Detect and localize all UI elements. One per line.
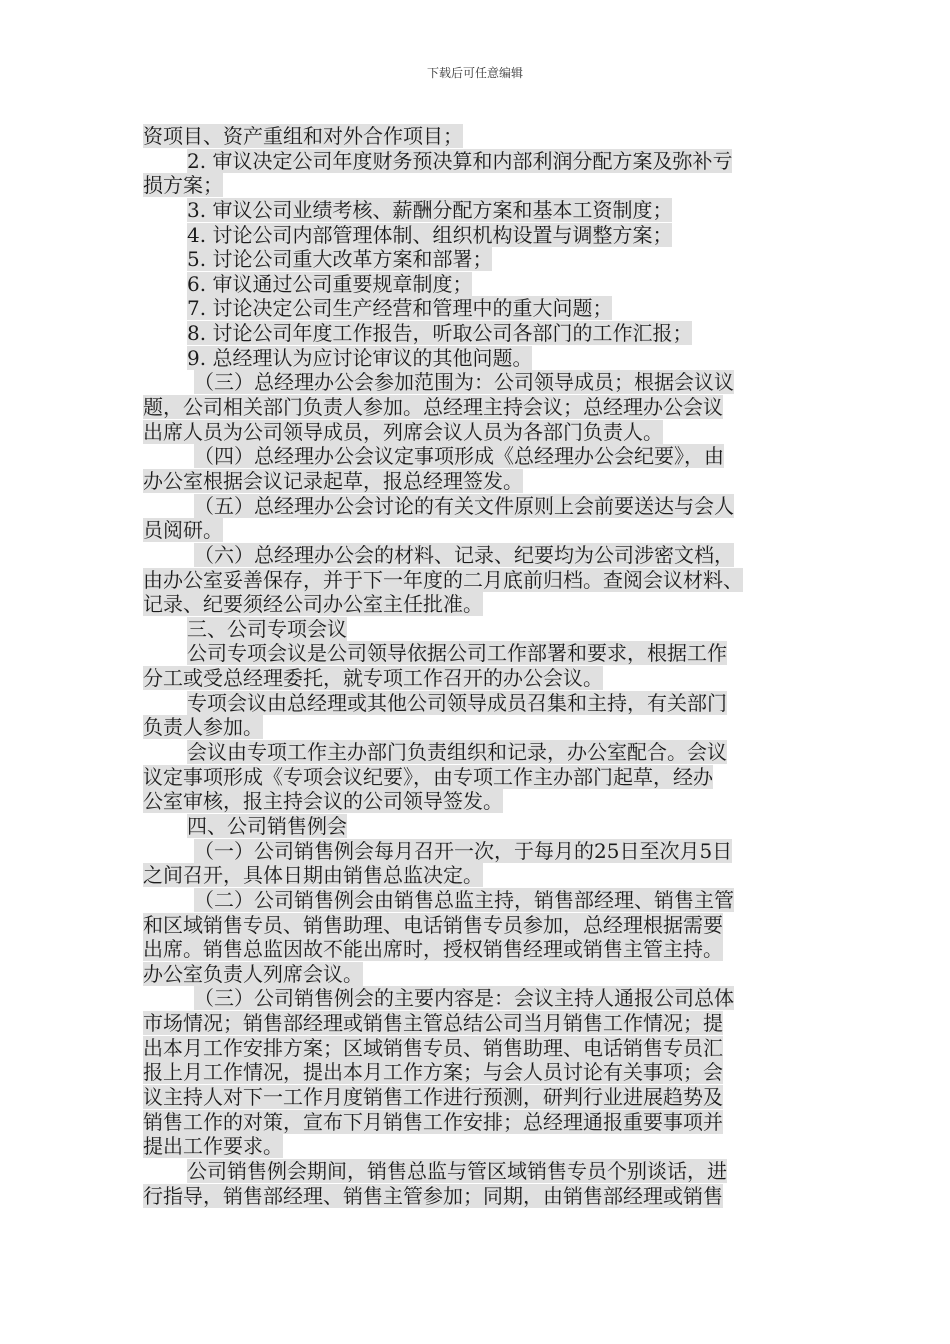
- text-line-content: 负责人参加。: [143, 715, 263, 740]
- text-line: [143, 321, 815, 346]
- text-line: [143, 1036, 815, 1061]
- text-line: [143, 518, 815, 543]
- text-line: [143, 272, 815, 297]
- text-line-content: 资项目、资产重组和对外合作项目；: [143, 124, 463, 148]
- text-line-content: 4. 讨论公司内部管理体制、组织机构设置与调整方案；: [187, 222, 673, 247]
- text-line: [143, 839, 815, 864]
- text-line-content: 议主持人对下一工作月度销售工作进行预测，研判行业进展趋势及: [143, 1084, 723, 1109]
- text-line: [143, 715, 815, 740]
- text-line-content: 和区域销售专员、销售助理、电话销售专员参加，总经理根据需要: [143, 912, 723, 937]
- text-line-content: 行指导，销售部经理、销售主管参加；同期，由销售部经理或销售: [143, 1183, 723, 1208]
- text-line-content: 记录、纪要须经公司办公室主任批准。: [143, 592, 483, 617]
- text-line-content: 题，公司相关部门负责人参加。总经理主持会议；总经理办公会议: [143, 395, 723, 420]
- text-line: [143, 789, 815, 814]
- text-line-content: 市场情况；销售部经理或销售主管总结公司当月销售工作情况；提: [143, 1011, 723, 1036]
- text-line-content: 提出工作要求。: [143, 1134, 283, 1159]
- text-line-content: 四、公司销售例会: [187, 813, 347, 838]
- text-line-content: 三、公司专项会议: [187, 616, 347, 641]
- text-line: [143, 986, 815, 1011]
- text-line-content: 销售工作的对策，宣布下月销售工作安排；总经理通报重要事项并: [143, 1109, 723, 1134]
- text-line-content: 2. 审议决定公司年度财务预决算和内部利润分配方案及弥补亏: [187, 148, 733, 173]
- text-line: [143, 1110, 815, 1135]
- text-line: [143, 444, 815, 469]
- text-line-content: 报上月工作情况，提出本月工作方案；与会人员讨论有关事项；会: [143, 1060, 723, 1085]
- text-line: [143, 1011, 815, 1036]
- text-line: [143, 814, 815, 839]
- text-line: [143, 1085, 815, 1110]
- text-line-content: （一）公司销售例会每月召开一次，于每月的25日至次月5日: [194, 838, 733, 863]
- text-line-content: 议定事项形成《专项会议纪要》，由专项工作主办部门起草，经办: [143, 764, 713, 789]
- text-line: [143, 888, 815, 913]
- text-line: [143, 1134, 815, 1159]
- text-line: [143, 173, 815, 198]
- text-line-content: 公室审核，报主持会议的公司领导签发。: [143, 789, 503, 814]
- text-line-content: 公司专项会议是公司领导依据公司工作部署和要求，根据工作: [187, 641, 727, 666]
- text-line-content: （四）总经理办公会议定事项形成《总经理办公会纪要》，由: [194, 444, 724, 469]
- text-line: [143, 198, 815, 223]
- text-line: [143, 370, 815, 395]
- text-line: [143, 641, 815, 666]
- text-line-content: 公司销售例会期间，销售总监与管区域销售专员个别谈话，进: [187, 1158, 727, 1183]
- text-line-content: 由办公室妥善保存，并于下一年度的二月底前归档。查阅会议材料、: [143, 567, 743, 592]
- text-line-content: 专项会议由总经理或其他公司领导成员召集和主持，有关部门: [187, 690, 727, 715]
- text-line: [143, 395, 815, 420]
- text-line: [143, 666, 815, 691]
- text-line: [143, 962, 815, 987]
- text-line-content: （五）总经理办公会讨论的有关文件原则上会前要送达与会人: [194, 493, 734, 518]
- text-line: [143, 592, 815, 617]
- text-line: [143, 543, 815, 568]
- text-line-content: 出席。销售总监因故不能出席时，授权销售经理或销售主管主持。: [143, 937, 723, 962]
- text-line-content: 损方案；: [143, 173, 223, 198]
- page-header: 下载后可任意编辑: [426, 66, 523, 80]
- text-line: [143, 247, 815, 272]
- text-line: [143, 469, 815, 494]
- text-line: [143, 149, 815, 174]
- text-line: [143, 913, 815, 938]
- text-line: [143, 740, 815, 765]
- text-line-content: （六）总经理办公会的材料、记录、纪要均为公司涉密文档，: [194, 542, 734, 567]
- text-line: [143, 863, 815, 888]
- text-line-content: 7. 讨论决定公司生产经营和管理中的重大问题；: [187, 296, 613, 321]
- text-line-content: （三）总经理办公会参加范围为：公司领导成员；根据会议议: [194, 370, 734, 395]
- text-line-content: 3. 审议公司业绩考核、薪酬分配方案和基本工资制度；: [187, 197, 673, 222]
- text-line-content: 办公室负责人列席会议。: [143, 961, 363, 986]
- text-line-content: 8. 讨论公司年度工作报告，听取公司各部门的工作汇报；: [187, 321, 693, 346]
- text-line: [143, 568, 815, 593]
- text-line: [143, 617, 815, 642]
- document-body: [143, 124, 815, 1208]
- text-line: [143, 420, 815, 445]
- text-line: [143, 124, 815, 149]
- text-line-content: 会议由专项工作主办部门负责组织和记录，办公室配合。会议: [187, 740, 727, 765]
- text-line-content: 出席人员为公司领导成员，列席会议人员为各部门负责人。: [143, 419, 663, 444]
- text-line: [143, 223, 815, 248]
- text-line-content: 之间召开，具体日期由销售总监决定。: [143, 863, 483, 888]
- text-line: [143, 296, 815, 321]
- text-line-content: 办公室根据会议记录起草，报总经理签发。: [143, 468, 523, 493]
- text-line-content: 出本月工作安排方案；区域销售专员、销售助理、电话销售专员汇: [143, 1035, 723, 1060]
- text-line-content: 5. 讨论公司重大改革方案和部署；: [187, 247, 493, 272]
- text-line-content: （三）公司销售例会的主要内容是：会议主持人通报公司总体: [194, 986, 734, 1011]
- text-line-content: 9. 总经理认为应讨论审议的其他问题。: [187, 345, 533, 370]
- text-line-content: 6. 审议通过公司重要规章制度；: [187, 271, 473, 296]
- text-line: [143, 765, 815, 790]
- text-line: [143, 937, 815, 962]
- text-line: [143, 494, 815, 519]
- text-line-content: 员阅研。: [143, 518, 223, 543]
- text-line: [143, 691, 815, 716]
- text-line: [143, 346, 815, 371]
- text-line-content: 分工或受总经理委托，就专项工作召开的办公会议。: [143, 666, 603, 691]
- text-line: [143, 1060, 815, 1085]
- text-line: [143, 1184, 815, 1209]
- text-line-content: （二）公司销售例会由销售总监主持，销售部经理、销售主管: [194, 887, 734, 912]
- text-line: [143, 1159, 815, 1184]
